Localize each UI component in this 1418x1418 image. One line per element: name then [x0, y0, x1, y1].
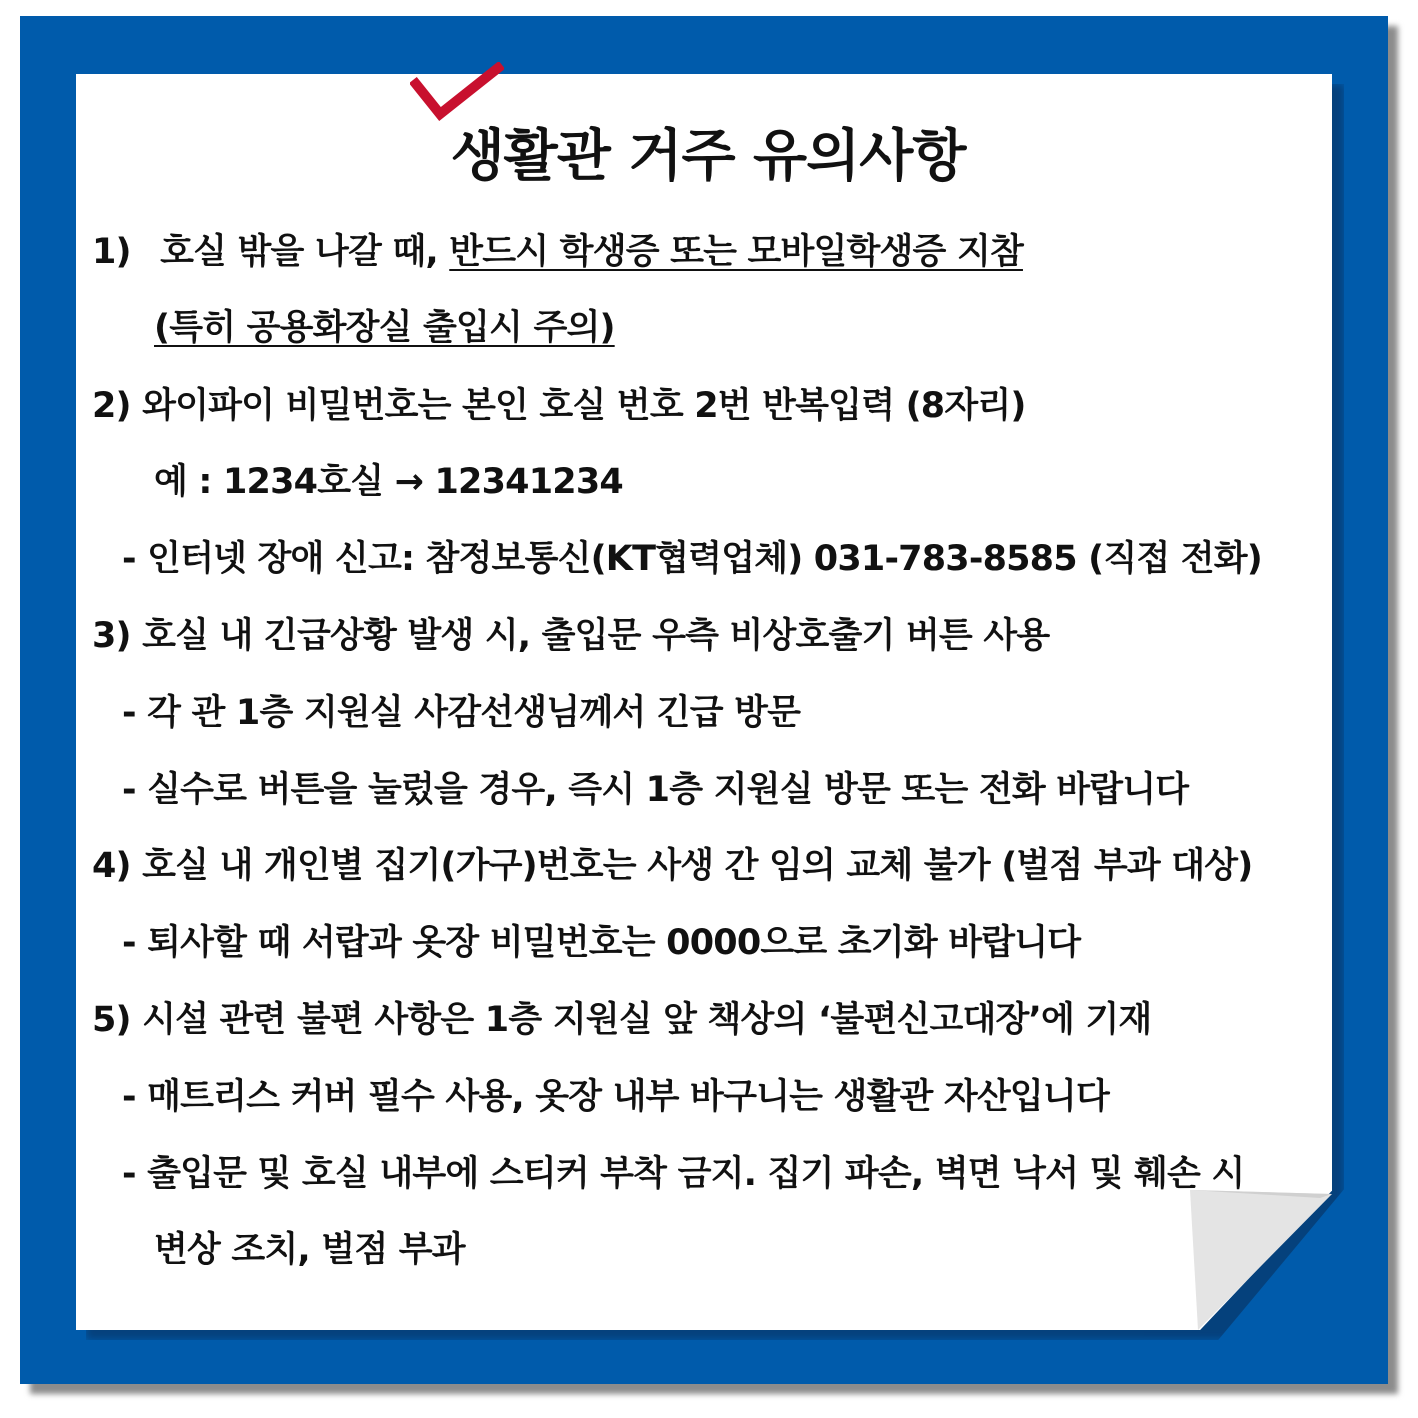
- item-1-text: 호실 밖을 나갈 때,: [160, 232, 438, 272]
- item-5: 5) 시설 관련 불편 사항은 1층 지원실 앞 책상의 ‘불편신고대장’에 기재: [92, 1000, 1152, 1040]
- item-3: 3) 호실 내 긴급상황 발생 시, 출입문 우측 비상호출기 버튼 사용: [92, 616, 1050, 656]
- page-title: 생활관 거주 유의사항: [450, 124, 966, 189]
- item-3-sub-2: - 실수로 버튼을 눌렀을 경우, 즉시 1층 지원실 방문 또는 전화 바랍니다: [122, 770, 1189, 810]
- item-1-emphasis: 반드시 학생증 또는 모바일학생증 지참: [449, 232, 1023, 272]
- item-5-sub-2-continuation: 변상 조치, 벌점 부과: [154, 1230, 465, 1270]
- item-1-number: 1): [92, 232, 131, 272]
- item-2-example: 예 : 1234호실 → 12341234: [154, 462, 623, 502]
- item-4-sub-1: - 퇴사할 때 서랍과 옷장 비밀번호는 0000으로 초기화 바랍니다: [122, 923, 1081, 963]
- item-4: 4) 호실 내 개인별 집기(가구)번호는 사생 간 임의 교체 불가 (벌점 부과 대상): [92, 846, 1253, 886]
- page-curl: [1190, 1190, 1332, 1330]
- item-5-sub-1: - 매트리스 커버 필수 사용, 옷장 내부 바구니는 생활관 자산입니다: [122, 1077, 1109, 1117]
- item-5-sub-2: - 출입문 및 호실 내부에 스티커 부착 금지. 집기 파손, 벽면 낙서 및 훼손 시: [122, 1154, 1245, 1194]
- item-3-sub-1: - 각 관 1층 지원실 사감선생님께서 긴급 방문: [122, 693, 801, 733]
- item-1: [92, 224, 1023, 274]
- item-1-continuation: (특히 공용화장실 출입시 주의): [154, 308, 615, 348]
- item-2-sub-1: - 인터넷 장애 신고: 참정보통신(KT협력업체) 031-783-8585 (직접 전화): [122, 539, 1262, 579]
- item-2: 2) 와이파이 비밀번호는 본인 호실 번호 2번 반복입력 (8자리): [92, 386, 1026, 426]
